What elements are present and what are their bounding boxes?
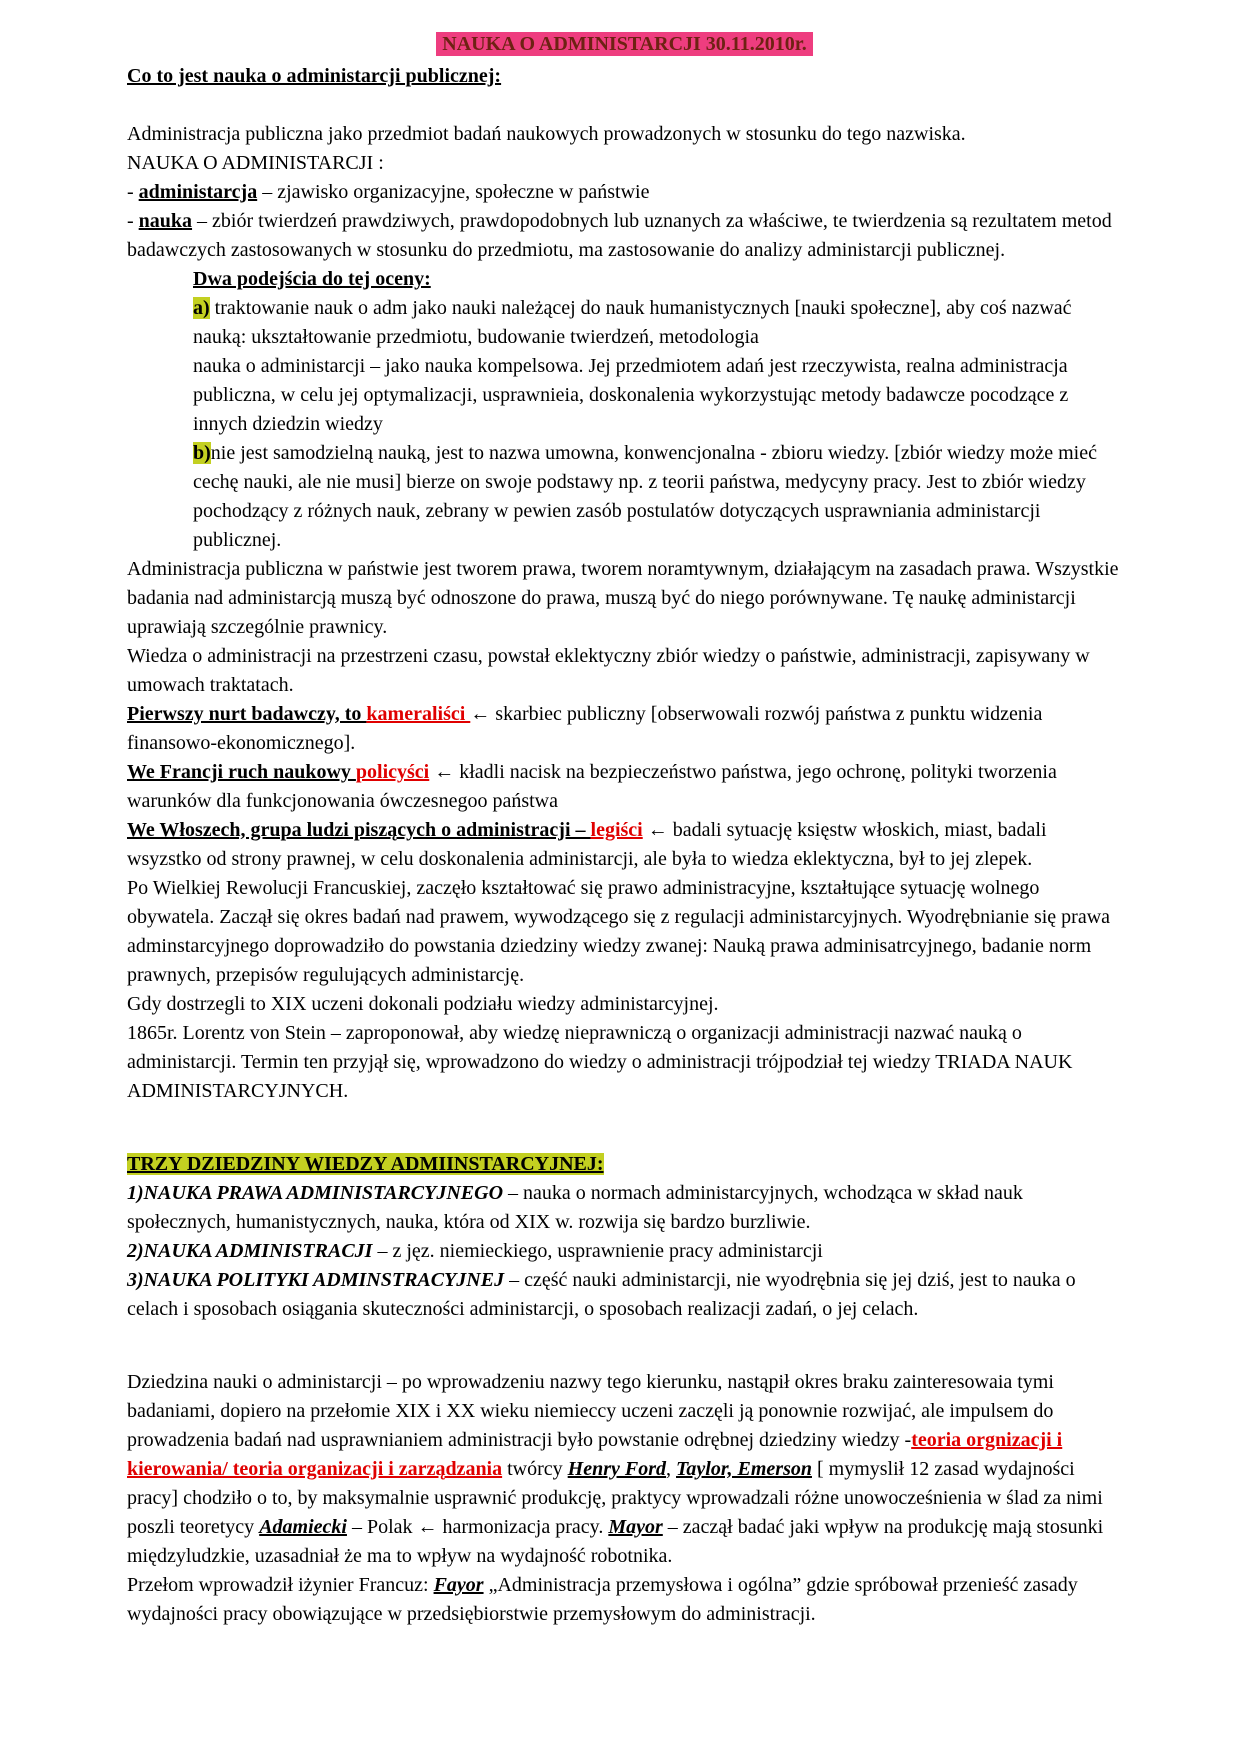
approach-a-text: traktowanie nauk o adm jako nauki należącej do nauk humanistycznych [nauki społeczne], aby coś nazwać nauką: ukształtowanie przedmiotu, budowanie twierdzeń, metodologia [193,297,1072,348]
dash-1: - [127,181,139,203]
term-legisci: legiści [590,819,643,841]
paragraph-current-legisci [127,816,1122,874]
paragraph-current-policysci [127,758,1122,816]
field-mayor-description: – zaczął badać jaki wpływ na produkcję mają stosunki międzyludzkie, uzasadniał że ma to wpływ na wydajność robotnika. [127,1516,1104,1567]
page-title: NAUKA O ADMINISTARCJI 30.11.2010r. [436,32,812,56]
approaches-block [193,265,1122,555]
term-theory-organization: teoria orgnizacji i kierowania/ teoria organizacji i zarządzania [127,1429,1063,1480]
name-fayor: Fayor [433,1574,484,1596]
field-production-text: [ mymyslił 12 zasad wydajności pracy] chodziło o to, by maksymalnie usprawnić produkcję, praktycy wprowadzali różne unowocześnienia w ślad za nimi poszli teoretycy [127,1458,1103,1538]
triad-item-2-description: – z jęz. niemieckiego, usprawnienie pracy administarcji [372,1240,823,1262]
current-2-lead: We Francji ruch naukowy [127,761,356,783]
spacer [127,91,1122,120]
approach-b [193,439,1122,555]
triad-item-3-description: – część nauki administarcji, nie wyodrębnia się jej dziś, jest to nauka o celach i sposobach osiągania skuteczności administarcji, o sposobach realizacji zadań, o jej celach. [127,1269,1076,1320]
intro-line-1: Administracja publiczna jako przedmiot badań naukowych prowadzonych w stosunku do tego nazwiska. [127,123,966,145]
field-founders-lead: twórcy [502,1458,568,1480]
history-revolution-text: Po Wielkiej Rewolucji Francuskiej, zaczęło kształtować się prawo administracyjne, kształtujące sytuację wolnego obywatela. Zaczął się okres badań nad prawem, wywodzącego się z regulacji administarcyjnych. Wyodrębnianie się prawa adminstarcyjnego doprowadziło do powstania dziedziny wiedzy zwanej: Nauką prawa adminisatrcyjnego, badanie norm prawnych, przepisów regulujących administarcję. [127,877,1111,986]
current-1-lead: Pierwszy nurt badawczy, to [127,703,367,725]
name-henry-ford: Henry Ford [567,1458,667,1480]
intro-question-heading [127,62,1122,91]
paragraph-intro [127,120,1122,265]
paragraph-current-kameralisci [127,700,1122,758]
current-2-description: ← kładli nacisk na bezpieczeństwo państwa, jego ochronę, polityki tworzenia warunków dla funkcjonowania ówczesnegoo państwa [127,761,1057,812]
approach-a-text-2: nauka o administarcji – jako nauka kompelsowa. Jej przedmiotem adań jest rzeczywista, realna administracja publiczna, w celu jej optymalizacji, usprawnieia, doskonalenia wykorzystując metody badawcze pocodzące z innych dziedzin wiedzy [193,355,1069,435]
triad-heading-highlight: TRZY DZIEDZINY WIEDZY ADMIINSTARCYJNEJ: [127,1153,604,1175]
law-basis-text: Administracja publiczna w państwie jest tworem prawa, tworem noramtywnym, działającym na zasadach prawa. Wszystkie badania nad administarcją muszą być odnoszone do prawa, muszą być do niego porównywane. Tę naukę administarcji uprawiają szczególnie prawnicy. [127,558,1119,638]
triad-item-1-term: 1)NAUKA PRAWA ADMINISTARCYJNEGO [127,1182,504,1204]
label-a-highlight: a) [193,297,210,319]
field-comma: , [666,1458,677,1480]
paragraph-law-basis [127,555,1122,700]
dash-2: - [127,210,139,232]
current-1-description: ← skarbiec publiczny [obserwowali rozwój państwa z punktu widzenia finansowo-ekonomicznego]. [127,703,1043,754]
name-mayor: Mayor [608,1516,663,1538]
field-adamiecki-description: – Polak ← harmonizacja pracy. [346,1516,609,1538]
fayor-lead-text: Przełom wprowadził iżynier Francuz: [127,1574,434,1596]
paragraph-fayor [127,1571,1122,1629]
current-3-lead: We Włoszech, grupa ludzi piszących o administracji – [127,819,591,841]
title-row [127,30,1122,59]
triad-item-2-term: 2)NAUKA ADMINISTRACJI [127,1240,373,1262]
paragraph-history [127,874,1122,1106]
spacer [127,1106,1122,1150]
definition-nauka: – zbiór twierdzeń prawdziwych, prawdopodobnych lub uznanych za właściwe, te twierdzenia są rezultatem metod badawczych zastosowanych w stosunku do przedmiotu, ma zastosowanie do analizy administarcji publicznej. [127,210,1112,261]
approach-b-text: nie jest samodzielną nauką, jest to nazwa umowna, konwencjonalna - zbioru wiedzy. [zbiór wiedzy może mieć cechę nauki, ale nie musi] bierze on swoje podstawy np. z teorii państwa, medycyny pracy. Jest to zbiór wiedzy pochodzący z różnych nauk, zebrany w pewien zasób postulatów dotyczących usprawniania administarcji publicznej. [193,442,1097,551]
triad-item-3-term: 3)NAUKA POLITYKI ADMINSTRACYJNEJ [127,1269,505,1291]
triad-item-1-description: – nauka o normach administarcyjnych, wchodząca w skład nauk społecznych, humanistycznych, nauka, która od XIX w. rozwija się bardzo burzliwie. [127,1182,1023,1233]
term-policysci: policyści [355,761,430,783]
term-nauka: nauka [138,210,193,232]
label-b-highlight: b) [193,442,211,464]
law-eclectic-text: Wiedza o administracji na przestrzeni czasu, powstał eklektyczny zbiór wiedzy o państwie, administracji, zapisywany w umowach traktatach. [127,645,1090,696]
term-administarcja: administarcja [138,181,258,203]
approach-a [193,294,1122,439]
intro-question-text: Co to jest nauka o administarcji publicznej: [127,65,502,87]
name-taylor-emerson: Taylor, Emerson [676,1458,812,1480]
history-division-text: Gdy dostrzegli to XIX uczeni dokonali podziału wiedzy administarcyjnej. [127,993,719,1015]
approaches-heading-text: Dwa podejścia do tej oceny: [193,268,431,290]
fayor-description: „Administracja przemysłowa i ogólna” gdzie spróbował przenieść zasady wydajności pracy obowiązujące w przedsiębiorstwie przemysłowym do administracji. [127,1574,1078,1625]
name-adamiecki: Adamiecki [259,1516,347,1538]
definition-administarcja: – zjawisko organizacyjne, społeczne w państwie [257,181,650,203]
term-kameralisci: kameraliści [366,703,471,725]
history-stein-text: 1865r. Lorentz von Stein – zaproponował, aby wiedzę nieprawniczą o organizacji administracji nazwać nauką o administarcji. Termin ten przyjął się, wprowadzono do wiedzy o administracji trójpodział tej wiedzy TRIADA NAUK ADMINISTARCYJNYCH. [127,1022,1073,1102]
triad-heading [127,1150,1122,1179]
triad-list [127,1179,1122,1324]
current-3-description: ← badali sytuację księstw włoskich, miast, badali wsyzstko od strony prawnej, w celu doskonalenia administarcji, ale była to wiedza eklektyczna, był to jej zlepek. [127,819,1047,870]
field-intro-text: Dziedzina nauki o administarcji – po wprowadzeniu nazwy tego kierunku, nastąpił okres braku zainteresowaia tymi badaniami, dopiero na przełomie XIX i XX wieku niemieccy uczeni zaczęli ją ponownie rozwijać, ale impulsem do prowadzenia badań nad usprawnianiem administracji było powstanie odrębnej dziedziny wiedzy - [127,1371,1054,1451]
paragraph-field-development [127,1368,1122,1571]
approaches-heading [193,265,1122,294]
intro-line-2: NAUKA O ADMINISTARCJI : [127,152,384,174]
spacer [127,1324,1122,1368]
